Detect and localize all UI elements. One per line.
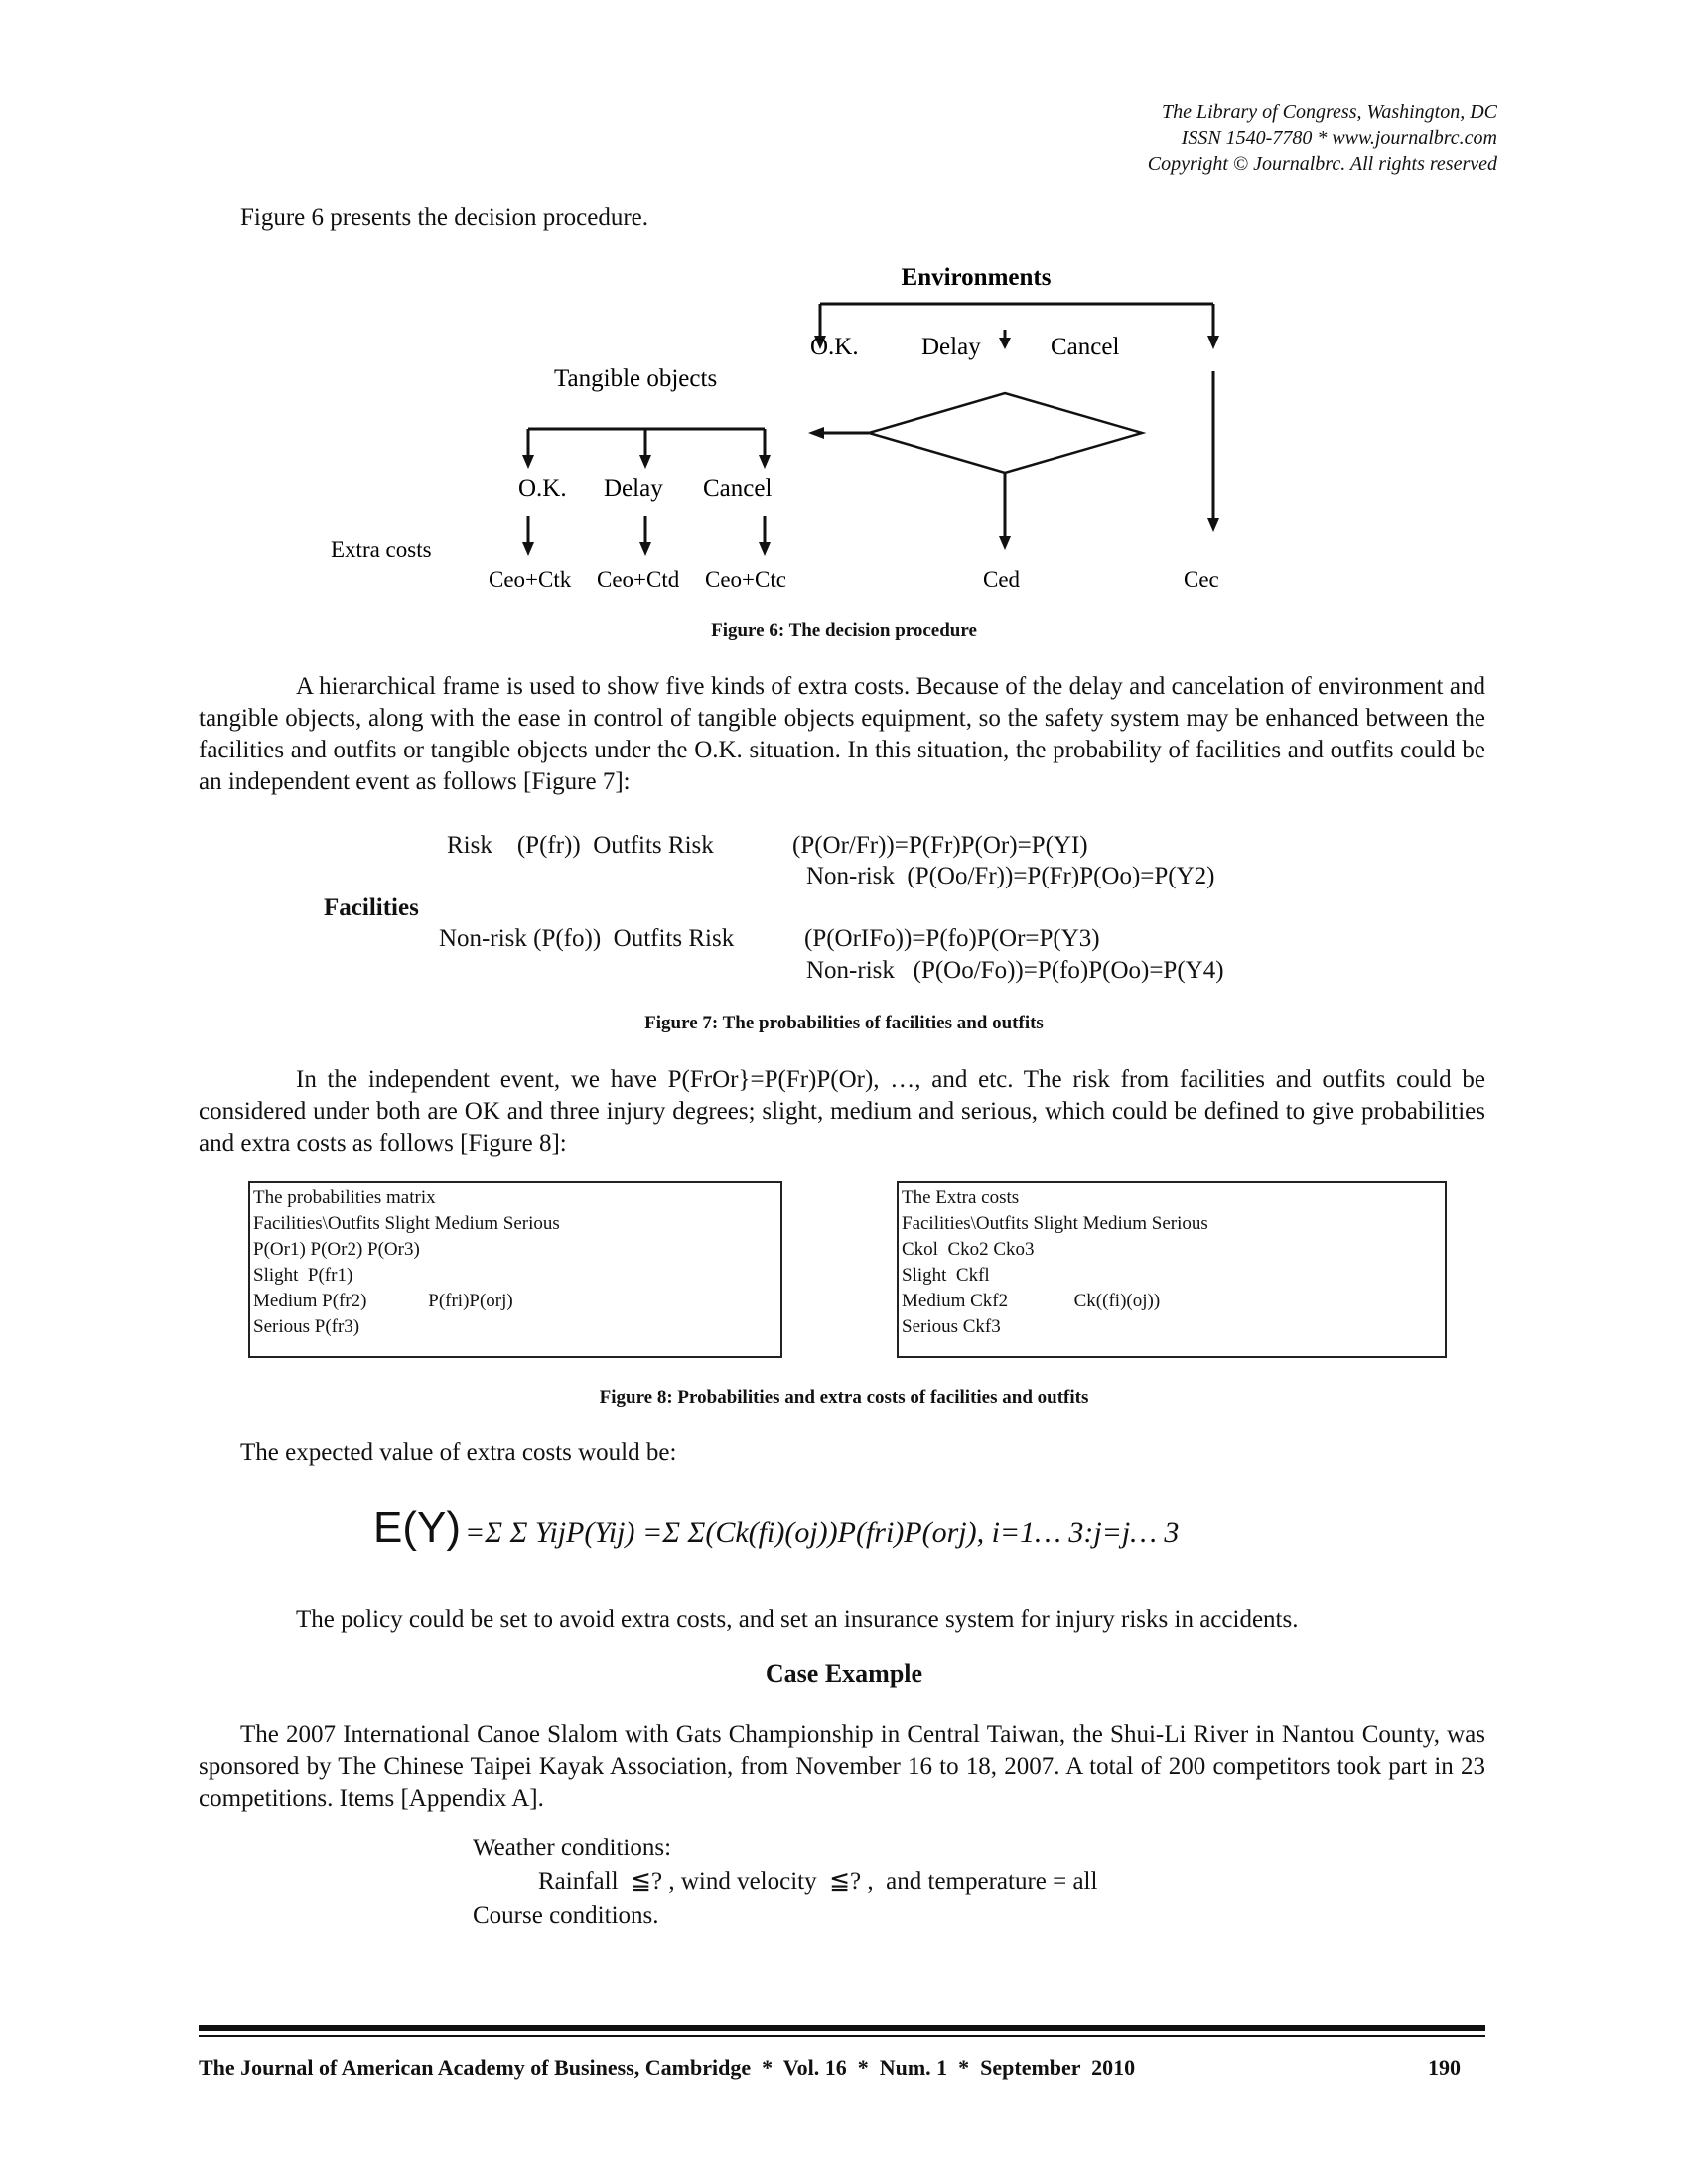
- cost-line: Slight Ckfl: [902, 1265, 990, 1286]
- header-copyright: Copyright © Journalbrc. All rights reserved: [1147, 153, 1497, 175]
- cost-line: Ckol Cko2 Cko3: [902, 1239, 1035, 1260]
- figure8-caption: Figure 8: Probabilities and extra costs of facilities and outfits: [599, 1387, 1089, 1408]
- fig7-row2-right: Non-risk (P(Oo/Fr))=P(Fr)P(Oo)=P(Y2): [806, 863, 1215, 889]
- figure7-caption: Figure 7: The probabilities of facilities and outfits: [644, 1013, 1044, 1033]
- rainfall-line: Rainfall ≦? , wind velocity ≦? , and temperature = all: [538, 1868, 1098, 1895]
- formula-body: =Σ Σ YijP(Yij) =Σ Σ(Ck(fi)(oj))P(fri)P(orj), i=1… 3:j=j… 3: [465, 1516, 1180, 1549]
- cost-line: Serious Ckf3: [902, 1316, 1001, 1337]
- fig7-row3-left: Non-risk (P(fo)) Outfits Risk: [439, 925, 735, 952]
- decision-procedure-diagram: [0, 0, 1688, 615]
- tan-ok-label: O.K.: [518, 476, 567, 502]
- case-example-heading: Case Example: [765, 1659, 923, 1688]
- cost-ceo-ctd: Ceo+Ctd: [597, 567, 680, 592]
- cost-line: Medium Ckf2 Ck((fi)(oj)): [902, 1291, 1161, 1311]
- cost-line: The Extra costs: [902, 1187, 1020, 1208]
- fig7-row1-right: (P(Or/Fr))=P(Fr)P(Or)=P(YI): [792, 832, 1088, 859]
- page-number: 190: [1428, 2055, 1461, 2080]
- course-conditions: Course conditions.: [473, 1902, 659, 1929]
- paragraph-case-example-text: The 2007 International Canoe Slalom with Gats Championship in Central Taiwan, the Shui-Li River in Nantou County, was sponsored by The Chinese Taipei Kayak Association, from November 16 to 18, 2007. A total of 200 competitors took part in 23 competitions. Items [Appendix A].: [199, 1721, 1485, 1812]
- paragraph-independent-event: [199, 1064, 1485, 1160]
- footer-journal: The Journal of American Academy of Business, Cambridge * Vol. 16 * Num. 1 * September 2010: [199, 2055, 1136, 2080]
- prob-line: The probabilities matrix: [253, 1187, 436, 1208]
- figure6-caption: Figure 6: The decision procedure: [711, 620, 977, 641]
- extra-costs-box: [897, 1181, 1447, 1358]
- environments-label: Environments: [901, 264, 1052, 291]
- fig7-facilities-label: Facilities: [324, 894, 419, 921]
- intro-text: Figure 6 presents the decision procedure.: [240, 205, 648, 231]
- prob-line: Facilities\Outfits Slight Medium Serious: [253, 1213, 560, 1234]
- paragraph-hierarchical-frame: [199, 671, 1485, 798]
- cost-ceo-ctc: Ceo+Ctc: [705, 567, 786, 592]
- prob-line: P(Or1) P(Or2) P(Or3): [253, 1239, 420, 1260]
- prob-line: Serious P(fr3): [253, 1316, 360, 1337]
- fig7-row3-right: (P(OrIFo))=P(fo)P(Or=P(Y3): [804, 925, 1100, 952]
- paragraph-hierarchical-frame-text: A hierarchical frame is used to show five kinds of extra costs. Because of the delay and cancelation of environment and tangible objects, along with the ease in control of tangible objects equipment, so the safety system may be enhanced between the facilities and outfits or tangible objects under the O.K. situation. In this situation, the probability of facilities and outfits could be an independent event as follows [Figure 7]:: [199, 673, 1485, 795]
- policy-text: The policy could be set to avoid extra costs, and set an insurance system for injury risks in accidents.: [296, 1606, 1299, 1633]
- paragraph-independent-event-text: In the independent event, we have P(FrOr}=P(Fr)P(Or), …, and etc. The risk from facilities and outfits could be considered under both are OK and three injury degrees; slight, medium and serious, which could be defined to give probabilities and extra costs as follows [Figure 8]:: [199, 1066, 1485, 1157]
- env-cancel-label: Cancel: [1051, 334, 1120, 360]
- header-issn: ISSN 1540-7780 * www.journalbrc.com: [1181, 127, 1497, 149]
- cost-cec: Cec: [1184, 567, 1219, 592]
- cost-ced: Ced: [983, 567, 1021, 592]
- expected-value-formula: [373, 1503, 1179, 1553]
- header-library: The Library of Congress, Washington, DC: [1161, 101, 1497, 123]
- tan-delay-label: Delay: [604, 476, 663, 502]
- fig7-row1-left: Risk (P(fr)) Outfits Risk: [447, 832, 714, 859]
- fig7-row4-right: Non-risk (P(Oo/Fo))=P(fo)P(Oo)=P(Y4): [806, 957, 1224, 984]
- prob-line: Medium P(fr2) P(fri)P(orj): [253, 1291, 513, 1311]
- extra-costs-label: Extra costs: [331, 537, 432, 562]
- env-delay-label: Delay: [921, 334, 981, 360]
- cost-line: Facilities\Outfits Slight Medium Serious: [902, 1213, 1208, 1234]
- cost-ceo-ctk: Ceo+Ctk: [489, 567, 572, 592]
- probabilities-matrix-box: [248, 1181, 782, 1358]
- paragraph-case-example: [199, 1719, 1485, 1815]
- prob-line: Slight P(fr1): [253, 1265, 353, 1286]
- footer-rule-thin: [199, 2035, 1485, 2037]
- expected-value-intro: The expected value of extra costs would be:: [240, 1439, 677, 1466]
- weather-conditions: Weather conditions:: [473, 1835, 672, 1861]
- formula-ey: E(Y): [373, 1503, 461, 1552]
- env-ok-label: O.K.: [810, 334, 859, 360]
- footer-rule-thick: [199, 2025, 1485, 2031]
- tangible-objects-label: Tangible objects: [554, 365, 718, 392]
- tan-cancel-label: Cancel: [703, 476, 773, 502]
